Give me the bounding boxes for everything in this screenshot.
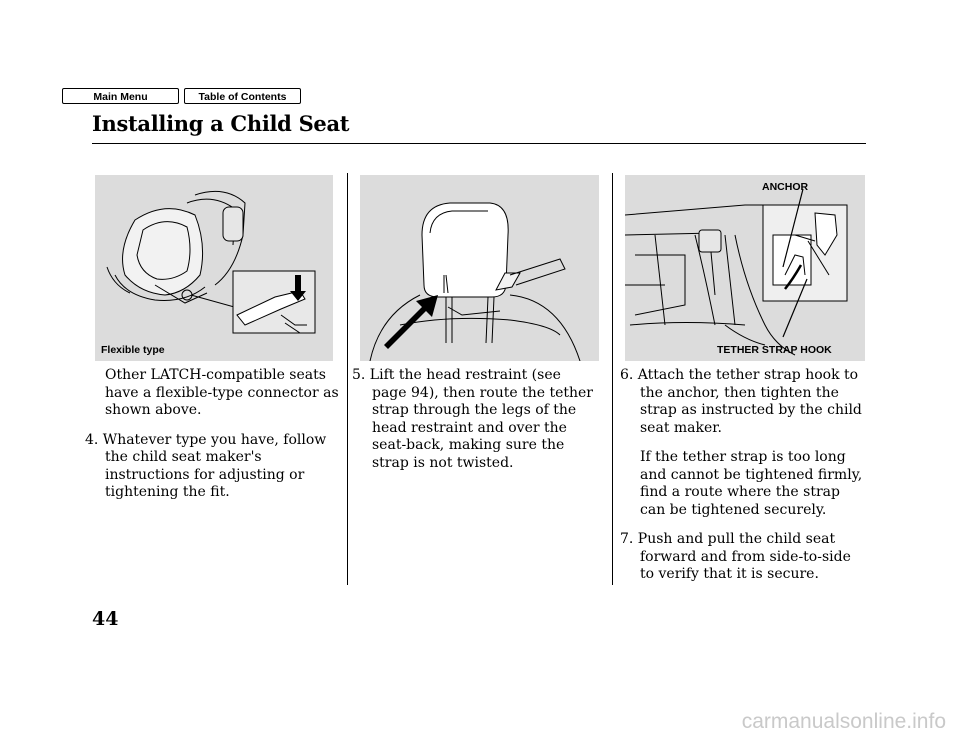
figure-head-restraint xyxy=(360,175,599,361)
column-2-text xyxy=(352,367,598,472)
step-4: 4. Whatever type you have, follow the child seat maker's instructions for adjusting or tightening the fit. xyxy=(85,431,327,500)
figure-tether-anchor xyxy=(625,175,865,361)
anchor-label: ANCHOR xyxy=(762,181,809,193)
column-divider xyxy=(612,173,613,585)
column-1-text xyxy=(85,367,340,502)
paragraph: If the tether strap is too long and cannot be tightened firmly, find a route where the strap can be tightened securely. xyxy=(640,449,863,518)
step-5: 5. Lift the head restraint (see page 94), then route the tether strap through the legs of the head restraint and over the seat-back, making sure the strap is not twisted. xyxy=(352,367,593,471)
head-restraint-illustration xyxy=(360,175,599,361)
paragraph: Other LATCH-compatible seats have a flexible-type connector as shown above. xyxy=(105,367,339,418)
main-menu-button[interactable]: Main Menu xyxy=(62,88,179,104)
figure-caption: Flexible type xyxy=(101,344,165,356)
tether-strap-hook-label: TETHER STRAP HOOK xyxy=(717,344,832,356)
page-title: Installing a Child Seat xyxy=(92,111,350,136)
page-number: 44 xyxy=(92,608,119,630)
table-of-contents-button[interactable]: Table of Contents xyxy=(184,88,301,104)
step-7: 7. Push and pull the child seat forward and from side-to-side to verify that it is secure. xyxy=(620,531,851,582)
column-divider xyxy=(347,173,348,585)
figure-flexible-connector xyxy=(95,175,333,361)
column-3-text xyxy=(620,367,868,584)
tether-anchor-illustration xyxy=(625,175,865,361)
watermark: carmanualsonline.info xyxy=(741,710,946,733)
step-6: 6. Attach the tether strap hook to the anchor, then tighten the strap as instructed by the child seat maker. xyxy=(620,367,862,436)
title-divider xyxy=(92,143,866,144)
child-seat-illustration xyxy=(95,175,333,361)
